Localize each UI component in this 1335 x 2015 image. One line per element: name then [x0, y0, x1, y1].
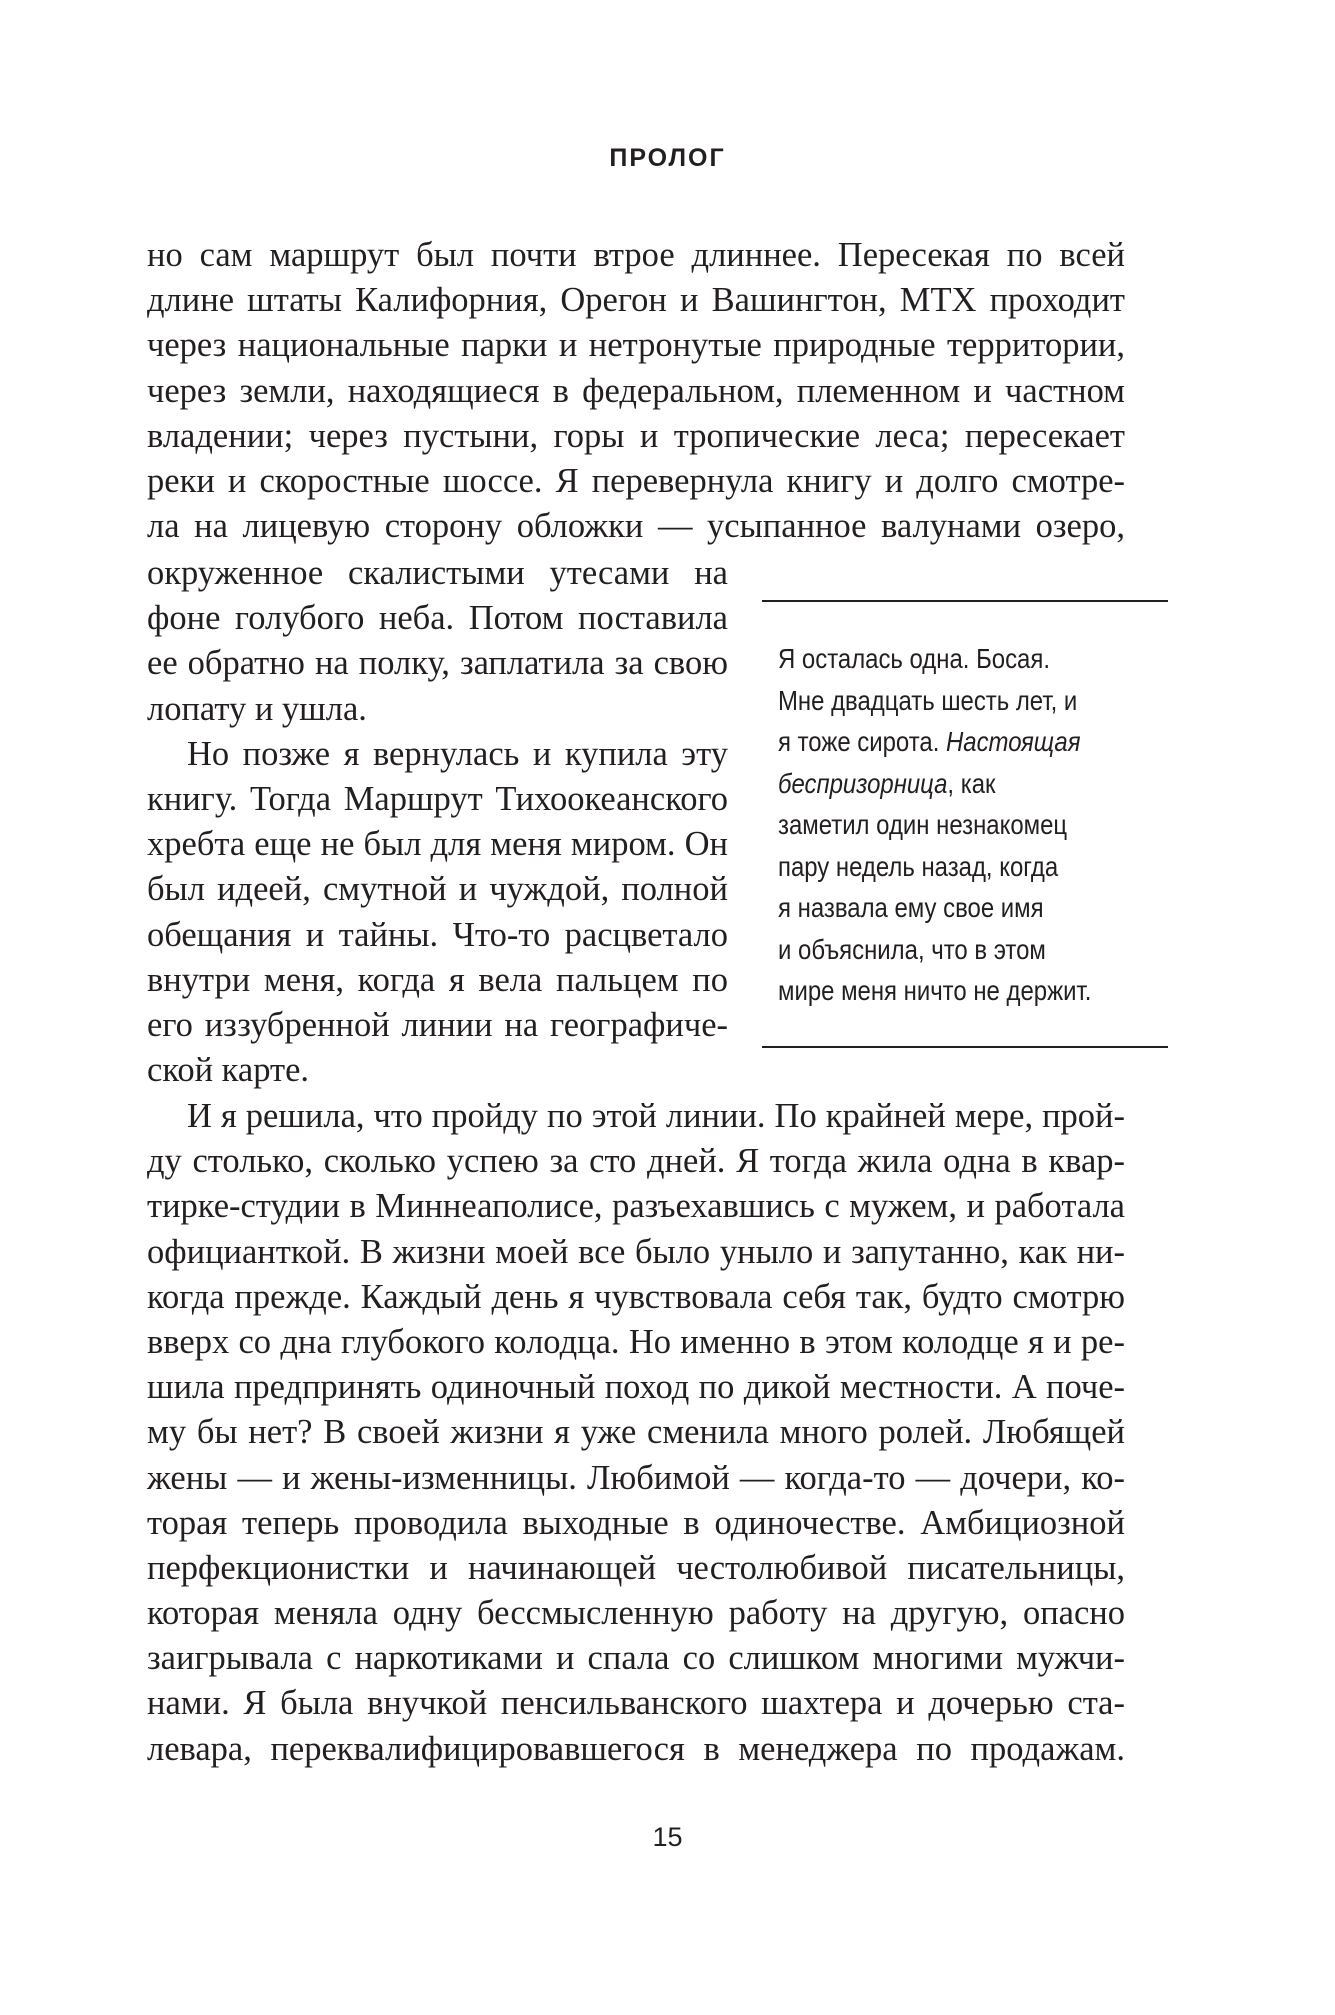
text-line: лопату и ушла.: [147, 689, 367, 728]
paragraph-narrow-column: [147, 551, 728, 1093]
pull-quote-top-rule: [762, 600, 1168, 602]
text-line: хребта еще не был для меня миром. Он: [147, 825, 728, 864]
text-line: внутри меня, когда я вела пальцем по: [147, 960, 728, 999]
quote-line: Мне двадцать шесть лет, и: [778, 684, 1078, 716]
text-line: ее обратно на полку, заплатила за свою: [147, 644, 728, 683]
text-line: тирке-студии в Миннеаполисе, разъехавшись с мужем, и работала: [147, 1187, 1125, 1226]
text-line: обещания и тайны. Что-то расцветало: [147, 915, 728, 954]
text-line: длине штаты Калифорния, Орегон и Вашингтон, МТХ проходит: [147, 281, 1125, 320]
quote-plain-text: я тоже сирота.: [778, 726, 946, 757]
text-line: заигрывала с наркотиками и спала со слишком многими мужчи-: [147, 1639, 1125, 1678]
page-number: 15: [652, 1822, 683, 1852]
quote-line: мире меня ничто не держит.: [778, 975, 1092, 1006]
text-line: ла на лицевую сторону обложки — усыпанное валунами озеро,: [147, 507, 1125, 546]
text-line: реки и скоростные шоссе. Я перевернула книгу и долго смотре-: [147, 461, 1125, 500]
quote-line: заметил один незнакомец: [778, 809, 1068, 840]
text-line: владении; через пустыни, горы и тропические леса; пересекает: [147, 416, 1125, 455]
text-line: торая теперь проводила выходные в одиночестве. Амбициозной: [147, 1503, 1125, 1542]
quote-line: и объяснила, что в этом: [778, 933, 1046, 965]
text-line: был идеей, смутной и чуждой, полной: [147, 870, 728, 909]
quote-plain-text: , как: [947, 767, 996, 799]
pull-quote-bottom-rule: [762, 1046, 1168, 1048]
text-line: перфекционистки и начинающей честолюбивой писательницы,: [147, 1548, 1125, 1587]
text-line: ской карте.: [147, 1051, 310, 1090]
text-line: через национальные парки и нетронутые природные территории,: [147, 326, 1125, 365]
running-header: ПРОЛОГ: [609, 144, 726, 172]
quote-italic-text: беспризорница: [778, 767, 948, 799]
text-line: окруженное скалистыми утесами на: [147, 554, 728, 592]
quote-line: я назвала ему свое имя: [778, 892, 1044, 923]
quote-italic-text: Настоящая: [945, 726, 1081, 757]
text-line: когда прежде. Каждый день я чувствовала себя так, будто смотрю: [147, 1277, 1125, 1316]
quote-line: [778, 763, 1091, 805]
text-line: вверх со дна глубокого колодца. Но именно в этом колодце я и ре-: [147, 1322, 1125, 1361]
paragraph-top: [147, 233, 1125, 549]
text-line: ду столько, сколько успею за сто дней. Я тогда жила одна в квар-: [147, 1142, 1125, 1181]
text-line: книгу. Тогда Маршрут Тихоокеанского: [147, 779, 728, 818]
text-line: И я решила, что пройду по этой линии. По крайней мере, прой-: [187, 1097, 1125, 1135]
text-line: которая меняла одну бессмысленную работу на другую, опасно: [147, 1594, 1125, 1633]
text-line: фоне голубого неба. Потом поставила: [147, 599, 728, 638]
quote-line: пару недель назад, когда: [778, 850, 1059, 882]
text-line: через земли, находящиеся в федеральном, племенном и частном: [147, 371, 1125, 410]
text-line: левара, переквалифицировавшегося в менеджера по продажам.: [147, 1729, 1125, 1768]
text-line: Но позже я вернулась и купила эту: [187, 734, 728, 773]
quote-line: Я осталась одна. Босая.: [778, 643, 1050, 674]
text-line: но сам маршрут был почти втрое длиннее. Пересекая по всей: [147, 236, 1125, 274]
text-line: нами. Я была внучкой пенсильванского шахтера и дочерью ста-: [147, 1684, 1125, 1723]
text-line: шила предпринять одиночный поход по дикой местности. А поче-: [147, 1368, 1125, 1407]
text-line: официанткой. В жизни моей все было уныло и запутанно, как ни-: [147, 1232, 1125, 1271]
paragraph-bottom: [147, 1094, 1125, 1772]
quote-line: [778, 721, 1091, 763]
text-line: му бы нет? В своей жизни я уже сменила много ролей. Любящей: [147, 1413, 1125, 1452]
text-line: жены — и жены-изменницы. Любимой — когда-то — дочери, ко-: [147, 1458, 1125, 1497]
pull-quote-text: [778, 638, 1091, 1012]
text-line: его иззубренной линии на географиче-: [147, 1005, 728, 1044]
pull-quote: [762, 600, 1168, 1048]
